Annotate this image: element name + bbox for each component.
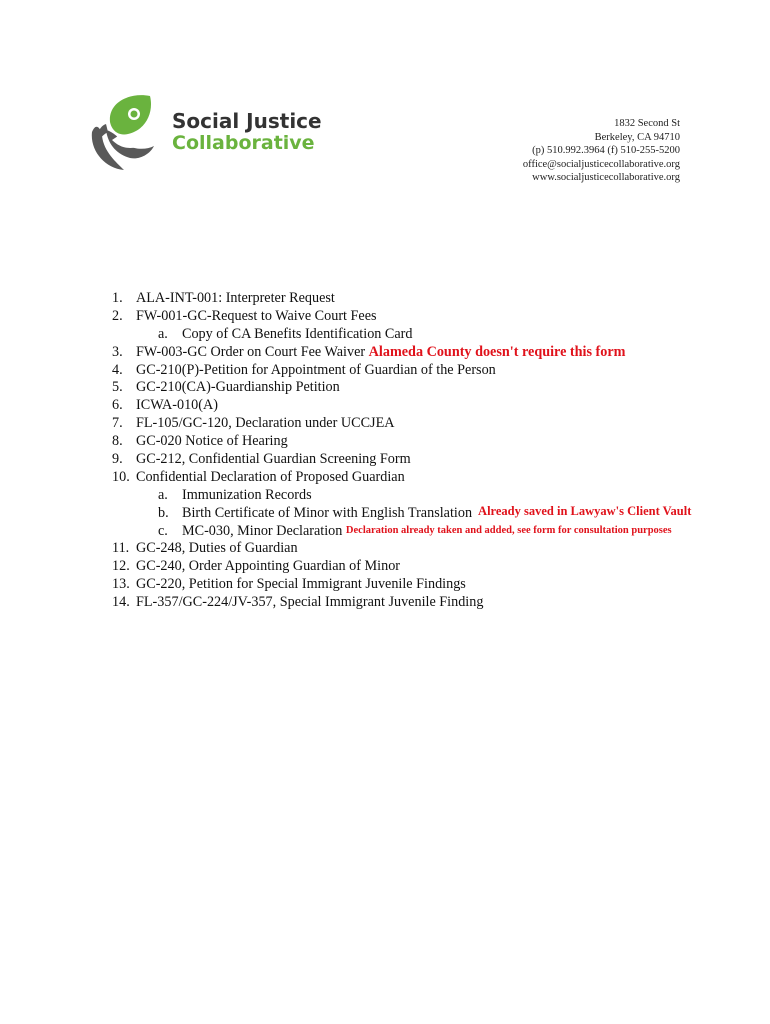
- website: www.socialjusticecollaborative.org: [532, 172, 680, 183]
- organization-name: [172, 110, 322, 154]
- annotation-note: Alameda County doesn't require this form: [368, 343, 626, 360]
- org-name-line2: Collaborative: [172, 132, 315, 154]
- list-item: 12. GC-240, Order Appointing Guardian of Minor: [112, 558, 401, 575]
- list-item: 1. ALA-INT-001: Interpreter Request: [112, 290, 335, 306]
- phone-fax: (p) 510.992.3964 (f) 510-255-5200: [532, 145, 680, 156]
- annotation-note: Declaration already taken and added, see form for consultation purposes: [345, 524, 672, 536]
- list-item: 9. GC-212, Confidential Guardian Screening Form: [112, 451, 411, 468]
- list-item: 8. GC-020 Notice of Hearing: [112, 433, 288, 450]
- forms-checklist: [112, 290, 691, 612]
- hands-heart-logo-icon: [90, 92, 160, 172]
- organization-logo: [90, 92, 330, 172]
- list-item: 10. Confidential Declaration of Proposed Guardian: [112, 468, 405, 485]
- list-item: 11. GC-248, Duties of Guardian: [112, 540, 298, 557]
- list-item: 3. FW-003-GC Order on Court Fee Waiver Alameda County doesn't require this form: [112, 343, 626, 360]
- city-state-zip: Berkeley, CA 94710: [594, 131, 680, 143]
- list-item: 13. GC-220, Petition for Special Immigrant Juvenile Findings: [112, 576, 466, 593]
- list-item: 14. FL-357/GC-224/JV-357, Special Immigrant Juvenile Finding: [112, 594, 484, 611]
- annotation-note: Already saved in Lawyaw's Client Vault: [478, 503, 692, 518]
- street-address: 1832 Second St: [614, 118, 680, 129]
- list-subitem: c. MC-030, Minor Declaration Declaration already taken and added, see form for consultation purposes: [158, 522, 672, 539]
- list-item: 2. FW-001-GC-Request to Waive Court Fees: [112, 307, 377, 324]
- org-name-line1: Social Justice: [172, 109, 322, 133]
- email-address: office@socialjusticecollaborative.org: [522, 158, 680, 170]
- list-item: 7. FL-105/GC-120, Declaration under UCCJEA: [112, 415, 395, 432]
- list-subitem: a. Immunization Records: [158, 486, 312, 503]
- list-item: 6. ICWA-010(A): [112, 397, 218, 414]
- list-subitem: a. Copy of CA Benefits Identification Card: [158, 325, 413, 342]
- list-subitem: b. Birth Certificate of Minor with English Translation Already saved in Lawyaw's Client Vault: [158, 503, 692, 521]
- list-item: 4. GC-210(P)-Petition for Appointment of Guardian of the Person: [112, 361, 496, 378]
- letterhead-address: [523, 117, 680, 185]
- list-item: 5. GC-210(CA)-Guardianship Petition: [112, 379, 340, 396]
